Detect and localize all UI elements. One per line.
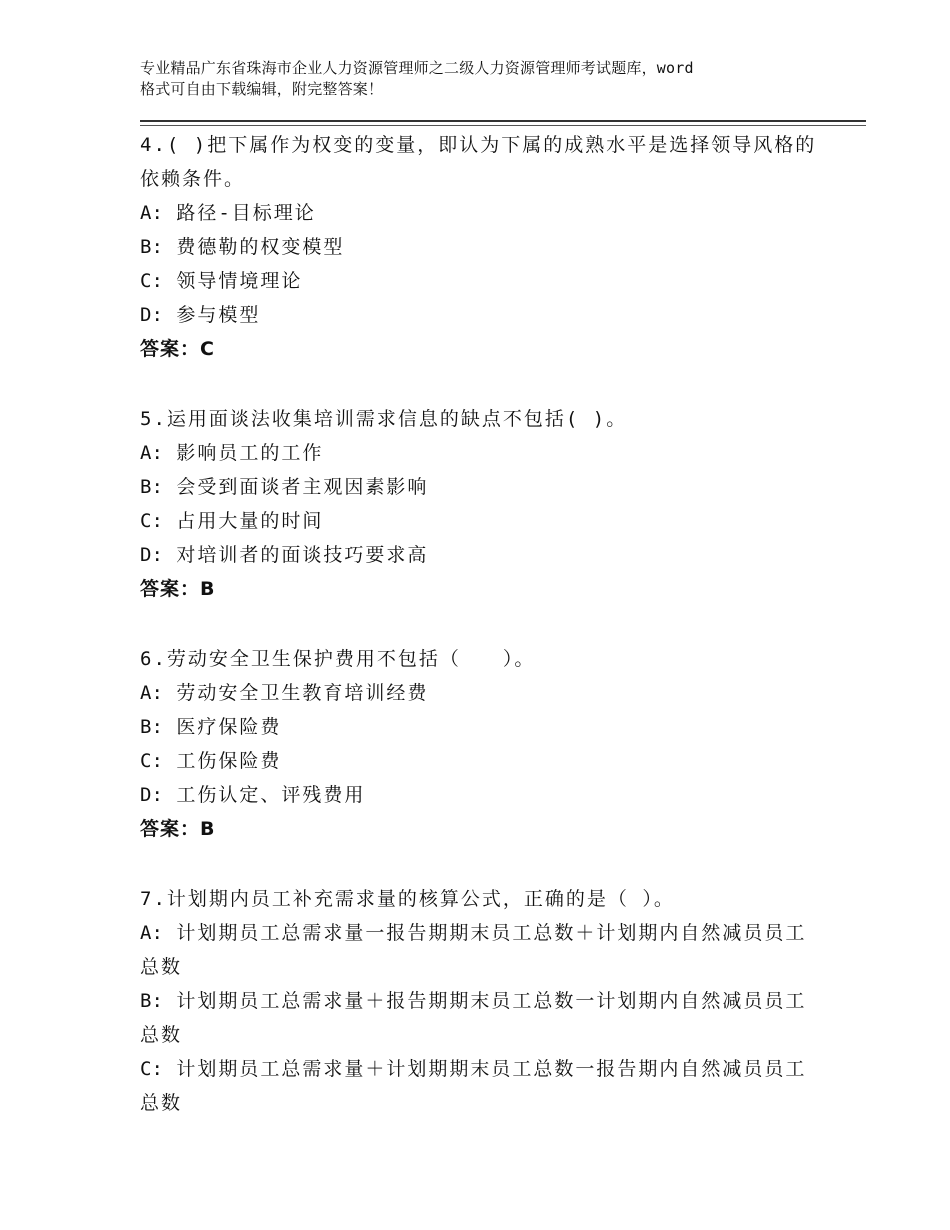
option-b xyxy=(140,984,820,1052)
option-letter: A: xyxy=(140,442,163,464)
option-c xyxy=(140,744,820,778)
answer-label: 答案：C xyxy=(140,338,215,360)
option-text: 影响员工的工作 xyxy=(176,442,324,464)
option-text: 劳动安全卫生教育培训经费 xyxy=(176,682,429,704)
option-letter: C: xyxy=(140,750,163,772)
answer-label: 答案：B xyxy=(140,818,216,840)
option-letter: B: xyxy=(140,716,163,738)
option-text: 参与模型 xyxy=(176,304,261,326)
option-b xyxy=(140,710,820,744)
option-letter: B: xyxy=(140,990,163,1012)
question-stem: 5.运用面谈法收集培训需求信息的缺点不包括( )。 xyxy=(140,408,628,430)
option-letter: B: xyxy=(140,476,163,498)
question-4 xyxy=(140,128,820,366)
option-text: 会受到面谈者主观因素影响 xyxy=(176,476,429,498)
answer-label: 答案：B xyxy=(140,578,216,600)
option-d xyxy=(140,778,820,812)
option-letter: A: xyxy=(140,922,163,944)
option-text: 计划期员工总需求量＋计划期期末员工总数一报告期内自然减员员工总数 xyxy=(140,1058,807,1114)
question-stem: 6.劳动安全卫生保护费用不包括（ ）。 xyxy=(140,648,536,670)
option-text: 路径-目标理论 xyxy=(176,202,316,224)
option-letter: C: xyxy=(140,510,163,532)
option-text: 工伤保险费 xyxy=(176,750,282,772)
header-line-1: 专业精品广东省珠海市企业人力资源管理师之二级人力资源管理师考试题库，word xyxy=(140,59,694,77)
question-7 xyxy=(140,882,820,1120)
option-b xyxy=(140,230,820,264)
option-text: 费德勒的权变模型 xyxy=(176,236,345,258)
option-b xyxy=(140,470,820,504)
option-a xyxy=(140,916,820,984)
option-c xyxy=(140,1052,820,1120)
option-letter: C: xyxy=(140,270,163,292)
option-letter: A: xyxy=(140,682,163,704)
option-letter: B: xyxy=(140,236,163,258)
option-a xyxy=(140,436,820,470)
question-list xyxy=(140,128,820,1156)
option-letter: D: xyxy=(140,304,163,326)
option-text: 占用大量的时间 xyxy=(176,510,324,532)
option-text: 计划期员工总需求量一报告期期末员工总数＋计划期内自然减员员工总数 xyxy=(140,922,807,978)
option-letter: D: xyxy=(140,784,163,806)
question-5 xyxy=(140,402,820,606)
question-stem: 7.计划期内员工补充需求量的核算公式，正确的是（ ）。 xyxy=(140,888,675,910)
header-line-2: 格式可自由下载编辑，附完整答案！ xyxy=(140,80,384,98)
option-text: 医疗保险费 xyxy=(176,716,282,738)
document-header xyxy=(140,58,840,100)
option-letter: D: xyxy=(140,544,163,566)
header-divider-thick xyxy=(140,120,866,122)
option-text: 领导情境理论 xyxy=(176,270,303,292)
option-letter: A: xyxy=(140,202,163,224)
option-text: 对培训者的面谈技巧要求高 xyxy=(176,544,429,566)
option-text: 计划期员工总需求量＋报告期期末员工总数一计划期内自然减员员工总数 xyxy=(140,990,807,1046)
header-divider-thin xyxy=(140,125,866,126)
option-a xyxy=(140,196,820,230)
option-c xyxy=(140,504,820,538)
question-6 xyxy=(140,642,820,846)
option-d xyxy=(140,538,820,572)
option-c xyxy=(140,264,820,298)
option-d xyxy=(140,298,820,332)
question-stem: 4.( )把下属作为权变的变量，即认为下属的成熟水平是选择领导风格的依赖条件。 xyxy=(140,134,817,190)
option-a xyxy=(140,676,820,710)
option-text: 工伤认定、评残费用 xyxy=(176,784,366,806)
option-letter: C: xyxy=(140,1058,163,1080)
